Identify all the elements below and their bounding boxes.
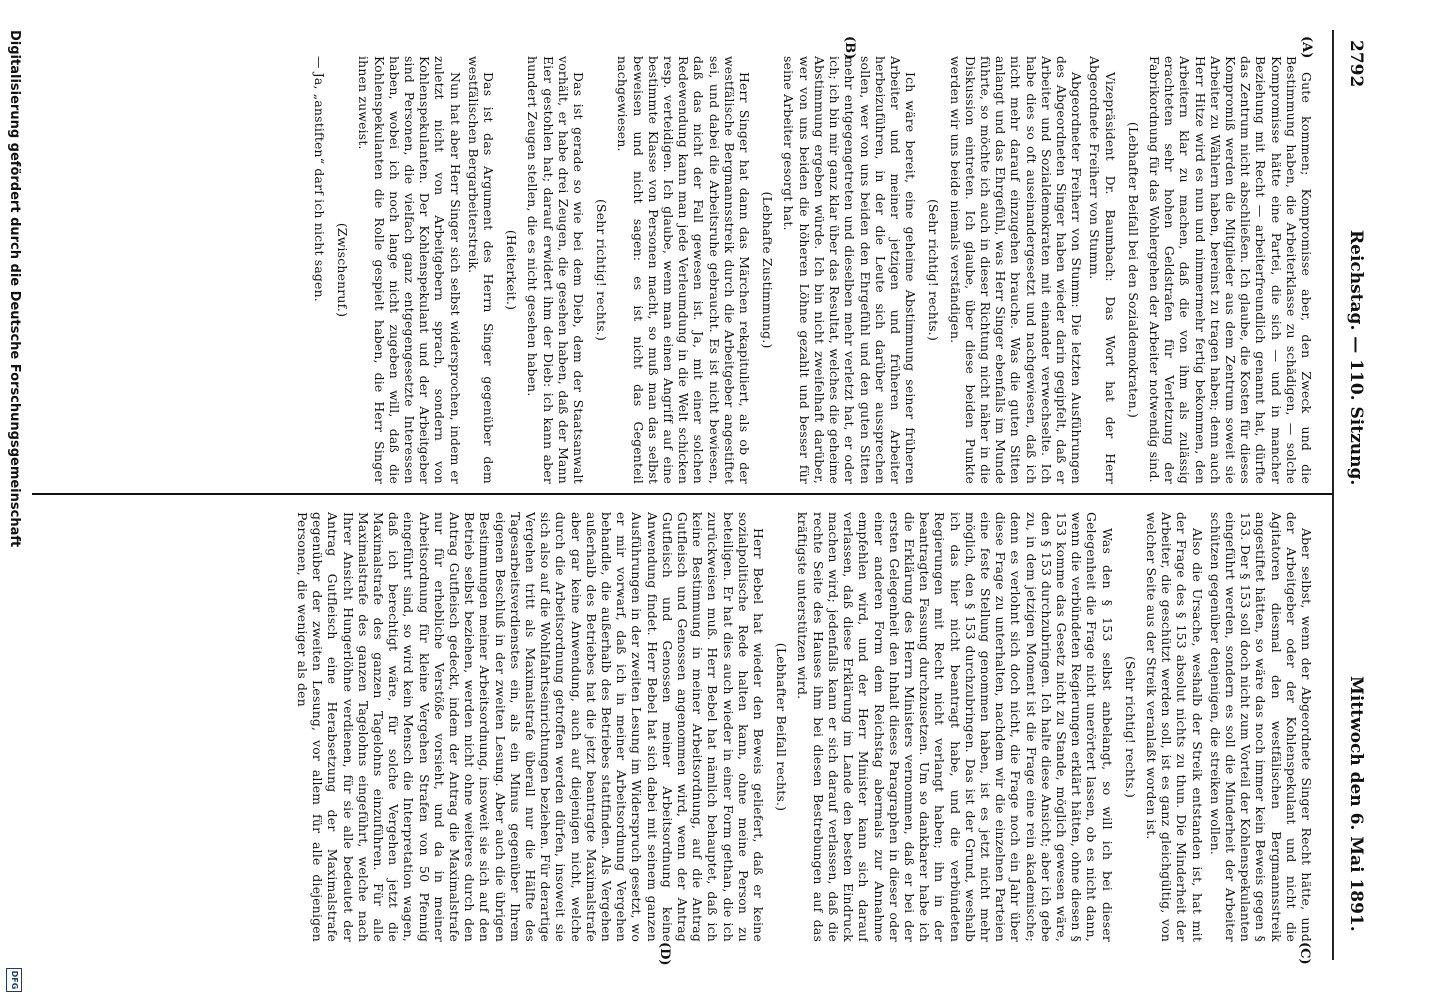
dfg-logo-icon: DFG (6, 968, 22, 992)
paragraph: Herr Singer hat dann das Märchen rekapituliert, als ob der westfälische Bergmannsstreik durch die Arbeitgeber angestiftet sei, und dabei die Arbeitsruhe gebraucht. Es ist nicht bewiesen, daß das nicht der Fall gewesen ist. Ja, mit einer solchen Redewendung kann man jede Verleumdung in die Welt schicken resp. verteidigen. Ich glaube, wenn man einen Angriff auf eine bestimmte Klasse von Personen macht, so muß man das selbst beweisen und nicht sagen: es ist nicht das Gegenteil nachgewiesen. (615, 56, 753, 484)
paragraph: Vizepräsident Dr. Baumbach: Das Wort hat der Herr Abgeordnete Freiherr von Stumm. (1087, 56, 1118, 484)
paragraph: Das ist das Argument des Herrn Singer gegenüber dem westfälischen Bergarbeiterstreik. (465, 56, 497, 484)
paragraph: Gute kommen; Kompromisse aber, den Zweck und die Bestimmung haben, die Arbeiterklasse zu schädigen, — solche Kompromisse hätte eine Partei, die sich — und in mancher Beziehung mit Recht — arbeiterfreundlich genannt hat, dürfte das Zentrum nicht abschließen. Ich glaube, die Kosten für dieses Kompromiß werden die Mitglieder aus dem Zentrum soweit sie Arbeiter zu Wählern haben, bereinst zu tragen haben; denn auch Herr Hitze wird es nun und nimmermehr fertig bekommen, den Arbeitern klar zu machen, daß die von ihm als zulässig erachteten sehr hohen Geldstrafen für Verletzung der Fabrikordnung für das Wohlergehen der Arbeiter notwendig sind. (1146, 56, 1314, 484)
page-number: 2792 (1346, 40, 1366, 88)
margin-marker-d: (D) (657, 942, 672, 966)
paragraph: Also die Ursache, weshalb der Streik entstanden ist, hat mit der Frage des § 153 absolut nichts zu thun. Die Minderheit der Arbeiter, die geschützt werden soll, ist es ganz gleichgültig, von welcher Seite aus der Streik veranlaßt worden ist. (1143, 512, 1205, 942)
right-text-column (54, 512, 1314, 942)
interjection: (Sehr richtig! rechts.) (594, 199, 610, 341)
session-title: Reichstag. — 110. Sitzung. (1346, 230, 1366, 486)
digitization-credit: Digitalisierung gefördert durch die Deutsche Forschungsgemeinschaft (7, 30, 22, 548)
page-header (1336, 0, 1366, 1000)
interjection: (Sehr richtig! rechts.) (1122, 656, 1138, 798)
paragraph: Herr Bebel hat wieder den Beweis geliefert, daß er keine sozialpolitische Rede halten kann, ohne meine Person zu beteiligen. Er hat dies auch wieder in einer Form gethan, die ich zurückweisen muß. Herr Bebel hat nämlich behauptet, daß ich keine Bestimmung in meiner Arbeitsordnung, auf die Antrag Gutfleisch und Genossen angenommen wird, wenn der Antrag Gutfleisch und Genossen meiner Arbeitsordnung keine Anwendung findet. Herr Bebel hat sich dabei mit seinem ganzen Ausführungen in der zweiten Lesung im Widerspruch gesetzt, wo er mir vorwarf, daß ich in meiner Arbeitsordnung Vergehen behandle, die außerhalb des Betriebes stattfinden. Als Vergehen außerhalb des Betriebes hat die jetzt beantragte Maximalstrafe aber gar keine Anwendung, auch auf diejenigen nicht, welche durch die Arbeitsordnung getroffen werden dürfen, insoweit sie sich also auf die Wohlfahrtseinrichtungen beziehen. Für derartige Vergehen tritt als Maximalstrafe überall nur die Hälfte des Tagesarbeitsverdienstes ein, als ein Minus gegenüber Ihrem eigenen Beschluß in der zweiten Lesung. Aber auch die übrigen Bestimmungen meiner Arbeitsordnung, insoweit sie sich auf den Betrieb selbst beziehen, werden nicht ohne weiteres durch den Antrag Gutfleisch gedeckt, indem der Antrag die Maximalstrafe nur für erhebliche Verstöße vorsieht, und da in meiner Arbeitsordnung für kleine Vergehen Strafen von 50 Pfennig eingeführt sind, so wird kein Mensch die Interpretation wagen, daß ich berechtigt wäre, für solche Vergehen jetzt die Maximalstrafe des ganzen Tagelohns einzuführen. Für alle Maximalstrafe des ganzen Tagelohns eingeführt, welche nach Ihrer Ansicht Hungerlöhne verdienen, für sie alle bedeutet der Antrag Gutfleisch eine Herabsetzung der Maximalstrafe gegenüber der zweiten Lesung, vor allem für alle diejenigen Personen, die weniger als den (295, 512, 767, 942)
interjection: (Lebhafter Beifall bei den Sozialdemokraten.) (1125, 121, 1141, 419)
interjection: (Zwischenruf.) (335, 222, 351, 318)
interjection: (Lebhafte Zustimmung.) (760, 191, 776, 349)
paragraph: Abgeordneter Freiherr von Stumm: Die letzten Ausführungen des Abgeordneten Singer haben wieder darin gegipfelt, daß er Arbeiter und Sozialdemokraten mit einander verwechselte. Ich habe dies so oft auseinandergesetzt und nachgewiesen, daß ich nicht mehr darauf einzugehen brauche. Was die guten Sitten anlangt und das Ehrgefühl, was Herr Singer ebenfalls im Munde führte, so möchte ich auch in dieser Richtung nicht näher in die Diskussion eintreten. Ich glaube, über diese beiden Punkte werden wir uns beide niemals verständigen. (947, 56, 1085, 484)
paragraph: — Ja, „anstiften“ darf ich nicht sagen. (312, 56, 328, 302)
session-date: Mittwoch den 6. Mai 1891. (1346, 676, 1366, 932)
paragraph: Aber selbst, wenn der Abgeordnete Singer Recht hätte, und der Arbeitgeber oder der Kohlenspekulant und nicht die Agitatoren diesmal den westfälischen Bergmannsstreik angestiftet hätten, so wäre das noch immer kein Beweis gegen § 153. Der § 153 soll doch nicht zum Vorteil der Kohlenspekulanten eingeführt werden, sondern es soll die Minderheit der Arbeiter schützen gegenüber denjenigen, die streiken wollen. (1207, 512, 1314, 942)
column-divider (32, 493, 1332, 495)
margin-marker-a: (A) (1299, 36, 1314, 59)
paragraph: Nun hat aber Herr Singer sich selbst widersprochen, indem er zuletzt nicht von Arbeitgebern sprach, sondern von Kohlenspekulanten. Der Kohlenspekulant und der Arbeitgeber sind Personen, die vielfach ganz entgegengesetzte Interessen haben, wobei ich noch lange nicht zugeben will, daß die Kohlenspekulanten die Rolle gespielt haben, die Herr Singer ihnen zuweist. (356, 56, 463, 484)
paragraph: Das ist gerade so wie bei dem Dieb, dem der Staatsanwalt vorhält, er habe drei Zeugen, die gesehen haben, daß der Mann Eier gestohlen hat; darauf erwidert ihm der Dieb: ich kann aber hundert Zeugen stellen, die es nicht gesehen haben. (525, 56, 587, 484)
header-rule (1332, 30, 1334, 960)
margin-marker-b: (B) (842, 36, 857, 60)
interjection: (Sehr richtig! rechts.) (926, 199, 942, 341)
margin-marker-c: (C) (1297, 942, 1312, 965)
paragraph: Ich wäre bereit, eine geheime Abstimmung seiner früheren Arbeiter und meiner jetzigen und früheren Arbeiter herbeizuführen, in der die Leute sich darüber aussprechen sollen, wer von uns beiden den Ehrgefühl und den guten Sitten mehr entgegengetreten und dieselben mehr verletzt hat, er oder ich; ich bin mir ganz klar über das Resultat, welches die geheime Abstimmung ergeben würde. Ich bin nicht zweifelhaft darüber, wer von uns beiden die höheren Löhne gezahlt und besser für seine Arbeiter gesorgt hat. (781, 56, 919, 484)
left-text-column (54, 56, 1314, 484)
interjection: (Heiterkeit.) (504, 229, 520, 311)
interjection: (Lebhafter Beifall rechts.) (774, 642, 790, 812)
page-footer (0, 0, 26, 1000)
paragraph: Was den § 153 selbst anbelangt, so will ich bei dieser Gelegenheit die Frage nicht unerörtert lassen, ob es nicht dann, wenn die verbündeten Regierungen erklärt hätten, ohne diesen § 153 komme das Gesetz nicht zu Stande, möglich gewesen wäre, den § 153 durchzubringen. Ich halte diese Ansicht; aber ich gebe zu, in dem jetzigen Moment ist die Frage eine rein akademische; denn es verlohnt sich doch nicht, die Frage noch ein Jahr über diese Frage zu unterhalten, nachdem wir die einzelnen Parteien eine feste Stellung genommen haben, ist es jetzt nicht mehr möglich, den § 153 durchzubringen. Das ist der Grund, weshalb ich das hier nicht beantragt habe, und die verbündeten Regierungen mit Recht nicht verlangt haben; ihn in der beantragten Fassung durchzusetzen. Um so dankbarer habe ich die Erklärung des Herrn Ministers vernommen, daß er bei der ersten Gelegenheit den Inhalt dieses Paragraphen in dieser oder einer anderen Form dem Reichstag abermals zur Annahme empfehlen wird, und der Herr Minister kann sich darauf verlassen, daß diese Erklärung im Lande den besten Eindruck machen wird; jedenfalls kann er sich darauf verlassen, daß die rechte Seite des Hauses ihm bei diesen Bestrebungen auf das kräftigste unterstützen wird. (795, 512, 1115, 942)
